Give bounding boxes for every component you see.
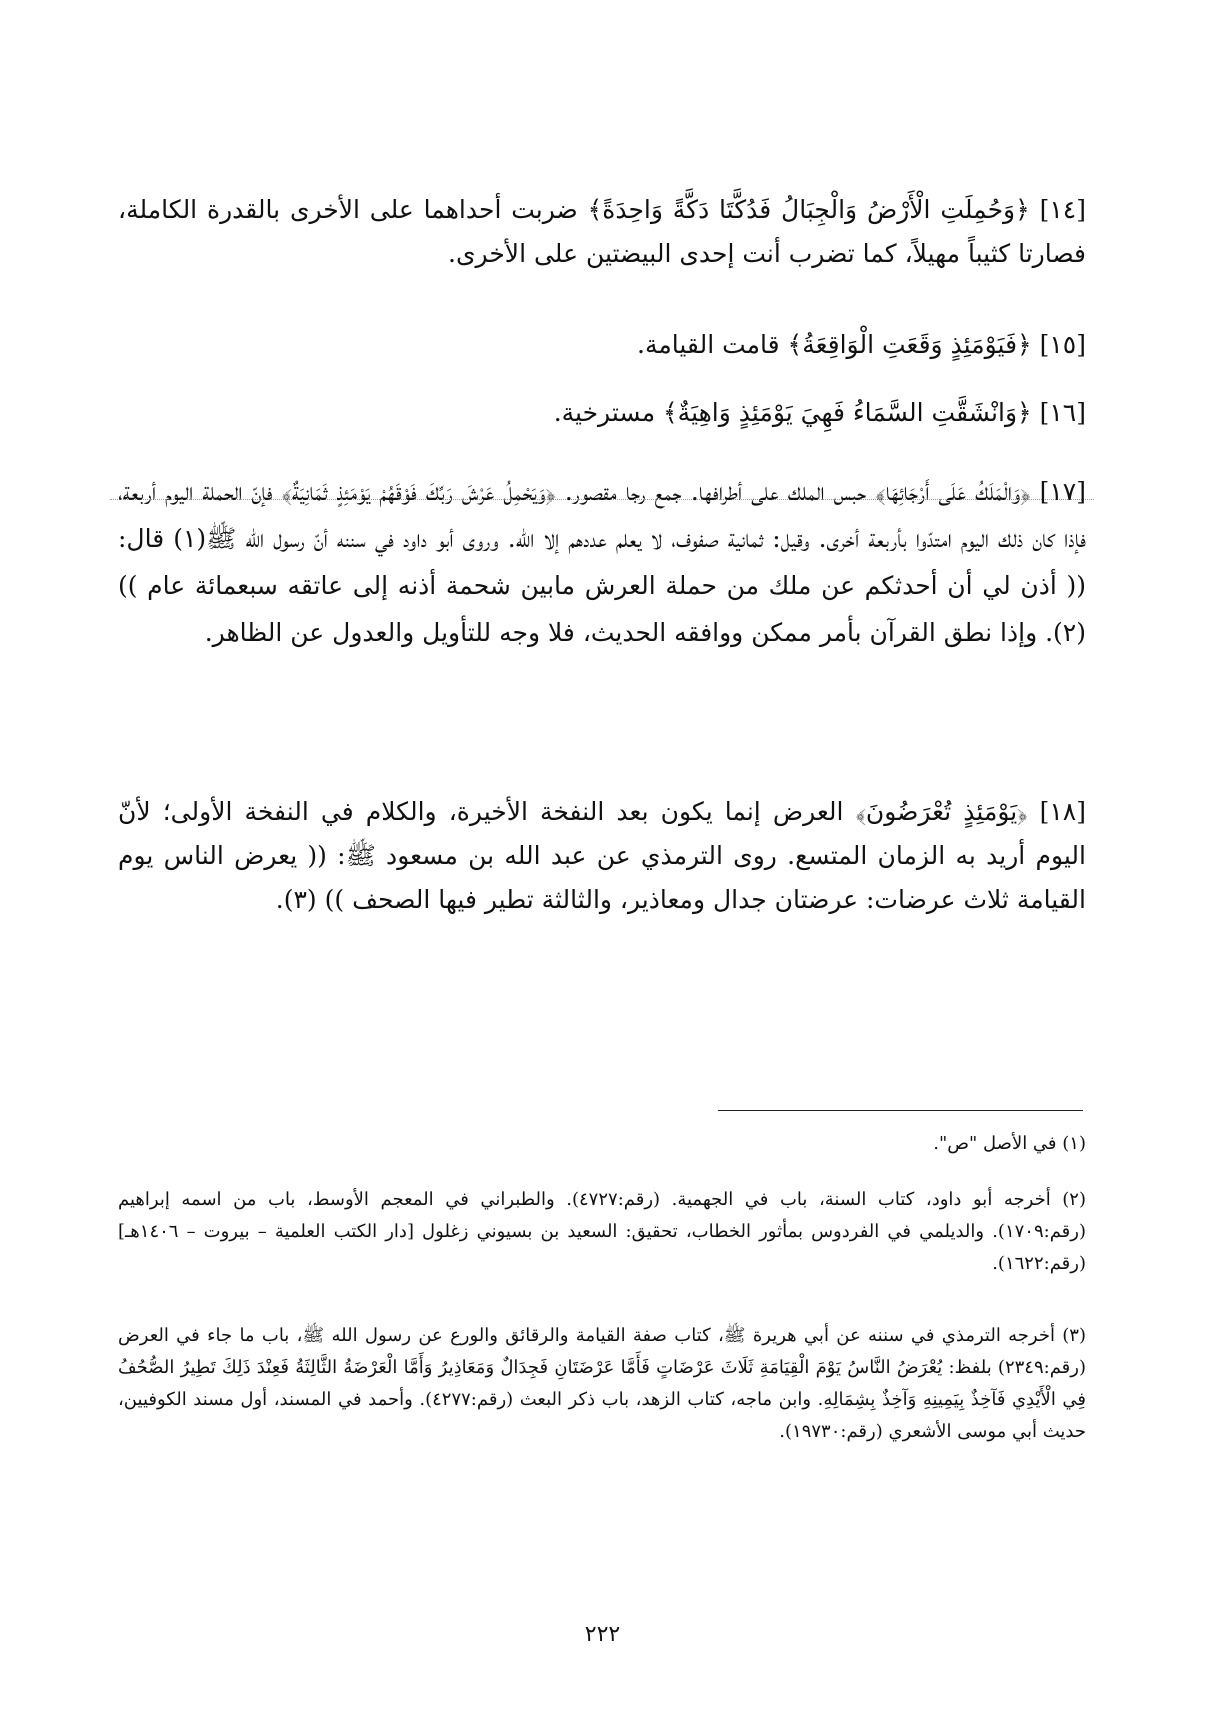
paragraph-verse-17: [١٧] ﴿وَالْمَلَكُ عَلَى أَرْجَائِهَا﴾ حبس الملك على أطرافها. جمع رجا مقصور. ﴿وَيَحْمِلُ عَرْشَ رَبِّكَ فَوْقَهُمْ يَوْمَئِذٍ ثَمَانِيَةٌ﴾ فإنّ الحملة اليوم أربعة، فإذا كان ذلك اليوم امتدّوا بأربعة أخرى. وقيل: ثمانية صفوف، لا يعلم عددهم إلا الله. وروى أبو داود في سننه أنّ رسول الله ﷺ(١) قال: (( أذن لي أن أحدثكم عن ملك من حملة العرش مابين شحمة أذنه إلى عاتقه سبعمائة عام ))(٢). وإذا نطق القرآن بأمر ممكن ووافقه الحديث، فلا وجه للتأويل والعدول عن الظاهر.	[118, 477, 1086, 647]
footnote-3: (٣) أخرجه الترمذي في سننه عن أبي هريرة ﷺ، كتاب صفة القيامة والرقائق والورع عن رسول الله ﷺ، باب ما جاء في العرض (رقم:٢٣٤٩) بلفظ: يُعْرَضُ النَّاسُ يَوْمَ الْقِيَامَةِ ثَلَاثَ عَرْضَاتٍ فَأَمَّا عَرْضَتَانِ فَجِدَالٌ وَمَعَاذِيرُ وَأَمَّا الْعَرْضَةُ الثَّالِثَةُ فَعِنْدَ ذَلِكَ تَطِيرُ الصُّحُفُ فِي الْأَيْدِي فَآخِذٌ بِيَمِينِهِ وَآخِذٌ بِشِمَالِهِ. وابن ماجه، كتاب الزهد، باب ذكر البعث (رقم:٤٢٧٧). وأحمد في المسند، أول مسند الكوفيين، حديث أبي موسى الأشعري (رقم:١٩٧٣٠).	[118, 1325, 1086, 1442]
paragraph-verse-15: [١٥] ﴿فَيَوْمَئِذٍ وَقَعَتِ الْوَاقِعَةُ﴾ قامت القيامة.	[637, 330, 1086, 359]
footnote-separator	[718, 1110, 1083, 1111]
paragraph-verse-14: [١٤] ﴿وَحُمِلَتِ الْأَرْضُ وَالْجِبَالُ فَدُكَّتَا دَكَّةً وَاحِدَةً﴾ ضربت أحداهما على الأخرى بالقدرة الكاملة، فصارتا كثيباً مهيلاً، كما تضرب أنت إحدى البيضتين على الأخرى.	[118, 195, 1086, 268]
paragraph-verse-16: [١٦] ﴿وَانْشَقَّتِ السَّمَاءُ فَهِيَ يَوْمَئِذٍ وَاهِيَةٌ﴾ مسترخية.	[553, 398, 1086, 427]
page-number: ٢٢٢	[584, 1622, 621, 1647]
paragraph-verse-18: [١٨] ﴿يَوْمَئِذٍ تُعْرَضُونَ﴾ العرض إنما يكون بعد النفخة الأخيرة، والكلام في النفخة الأولى؛ لأنّ اليوم أريد به الزمان المتسع. روى الترمذي عن عبد الله بن مسعود ﷺ: (( يعرض الناس يوم القيامة ثلاث عرضات: عرضتان جدال ومعاذير، والثالثة تطير فيها الصحف )) (٣).	[118, 797, 1086, 914]
footnote-2: (٢) أخرجه أبو داود، كتاب السنة، باب في الجهمية. (رقم:٤٧٢٧). والطبراني في المعجم الأوسط، باب من اسمه إبراهيم (رقم:١٧٠٩). والديلمي في الفردوس بمأثور الخطاب، تحقيق: السعيد بن بسيوني زغلول [دار الكتب العلمية – بيروت – ١٤٠٦هـ] (رقم:١٦٢٢).	[118, 1189, 1086, 1274]
footnote-1: (١) في الأصل "ص".	[933, 1133, 1086, 1154]
